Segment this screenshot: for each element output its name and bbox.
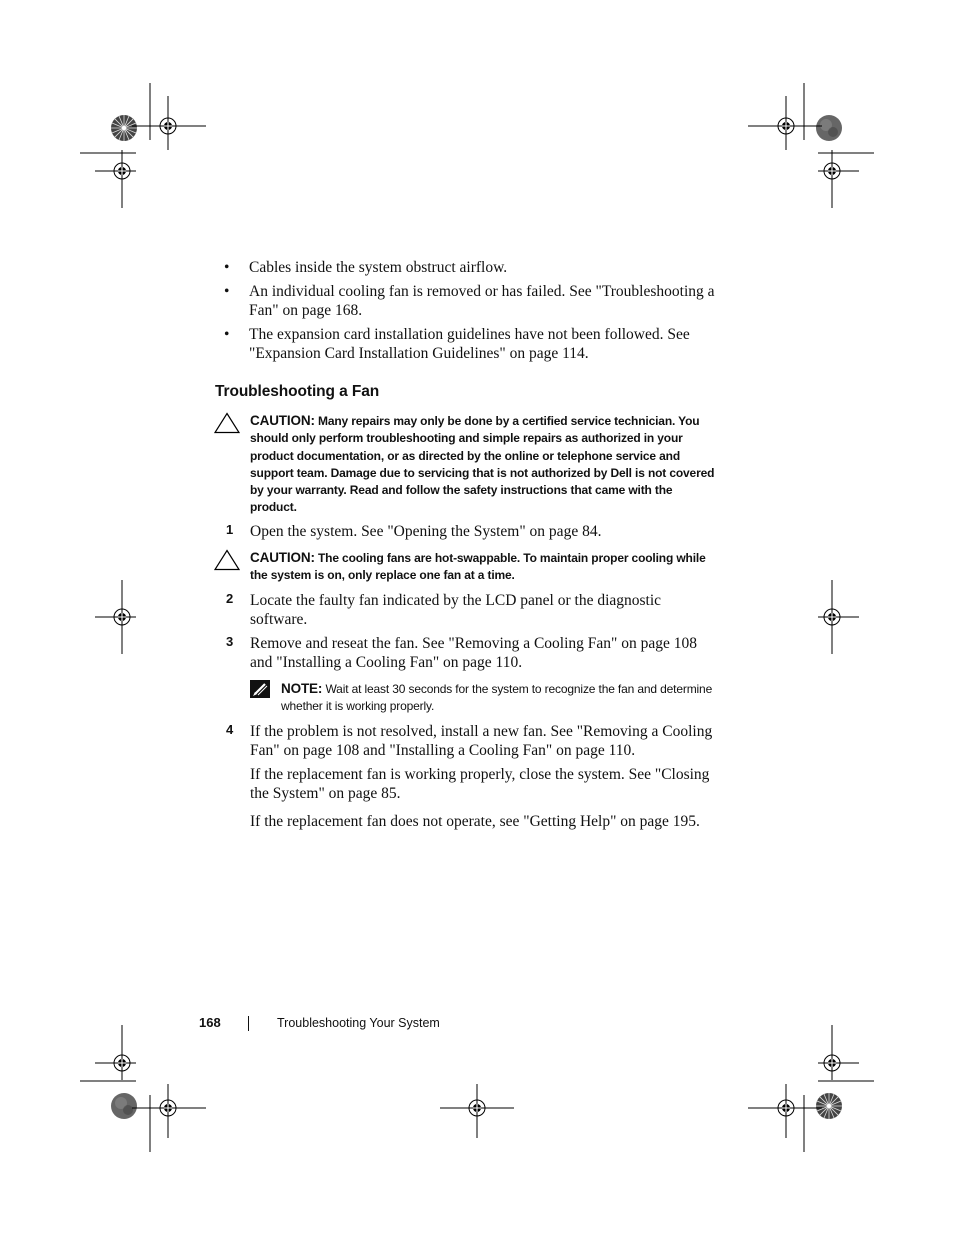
caution-triangle-icon bbox=[214, 549, 240, 571]
caution-notice bbox=[214, 549, 717, 585]
starburst-color-target-icon bbox=[111, 115, 137, 141]
step-item bbox=[226, 591, 718, 629]
step-number: 4 bbox=[226, 722, 234, 737]
step-text: Locate the faulty fan indicated by the LCD panel or the diagnostic software. bbox=[250, 592, 662, 628]
caution-text: CAUTION: Many repairs may only be done by a certified service technician. You should only perform troubleshooting and simple repairs as authorized in your product documentation, or as directed by the online or telephone service and support team. Damage due to servicing that is not authorized by Dell is not covered by your warranty. Read and follow the safety instructions that came with the product. bbox=[250, 413, 715, 515]
starburst-color-target-icon bbox=[111, 1093, 137, 1119]
step-text: If the problem is not resolved, install a new fan. See "Removing a Cooling Fan" on page 108 and "Installing a Cooling Fan" on page 110. bbox=[250, 723, 713, 759]
list-item: • An individual cooling fan is removed or has failed. See "Troubleshooting a Fan" on page 168. bbox=[224, 283, 715, 319]
section-heading: Troubleshooting a Fan bbox=[215, 383, 380, 400]
body-paragraph: If the replacement fan is working properly, close the system. See "Closing the System" on page 85. bbox=[250, 766, 710, 802]
step-text: Remove and reseat the fan. See "Removing a Cooling Fan" on page 108 and "Installing a Cooling Fan" on page 110. bbox=[250, 635, 697, 671]
step-number: 1 bbox=[226, 522, 234, 537]
step-item bbox=[226, 722, 718, 760]
caution-text: CAUTION: The cooling fans are hot-swappable. To maintain proper cooling while the system is on, only replace one fan at a time. bbox=[250, 550, 706, 583]
caution-label: CAUTION: bbox=[250, 413, 315, 428]
note-notice bbox=[250, 680, 718, 716]
note-pencil-icon bbox=[250, 680, 272, 700]
footer-divider bbox=[248, 1016, 249, 1031]
caution-triangle-icon bbox=[214, 412, 240, 434]
note-label: NOTE: bbox=[281, 681, 323, 696]
step-item bbox=[226, 522, 718, 541]
chapter-title: Troubleshooting Your System bbox=[277, 1016, 440, 1030]
caution-notice bbox=[214, 412, 717, 517]
page-number: 168 bbox=[199, 1015, 221, 1030]
list-item: • Cables inside the system obstruct airflow. bbox=[224, 259, 508, 276]
starburst-color-target-icon bbox=[816, 1093, 842, 1119]
caution-label: CAUTION: bbox=[250, 550, 315, 565]
step-text: Open the system. See "Opening the System" on page 84. bbox=[250, 523, 602, 540]
step-item bbox=[226, 634, 718, 672]
note-text: NOTE: Wait at least 30 seconds for the system to recognize the fan and determine whether it is working properly. bbox=[281, 681, 713, 714]
body-paragraph: If the replacement fan does not operate, see "Getting Help" on page 195. bbox=[250, 813, 700, 830]
starburst-color-target-icon bbox=[816, 115, 842, 141]
list-item: • The expansion card installation guidelines have not been followed. See "Expansion Card Installation Guidelines" on page 114. bbox=[224, 326, 690, 362]
step-number: 2 bbox=[226, 591, 234, 606]
step-number: 3 bbox=[226, 634, 234, 649]
bullet-list bbox=[222, 258, 717, 368]
